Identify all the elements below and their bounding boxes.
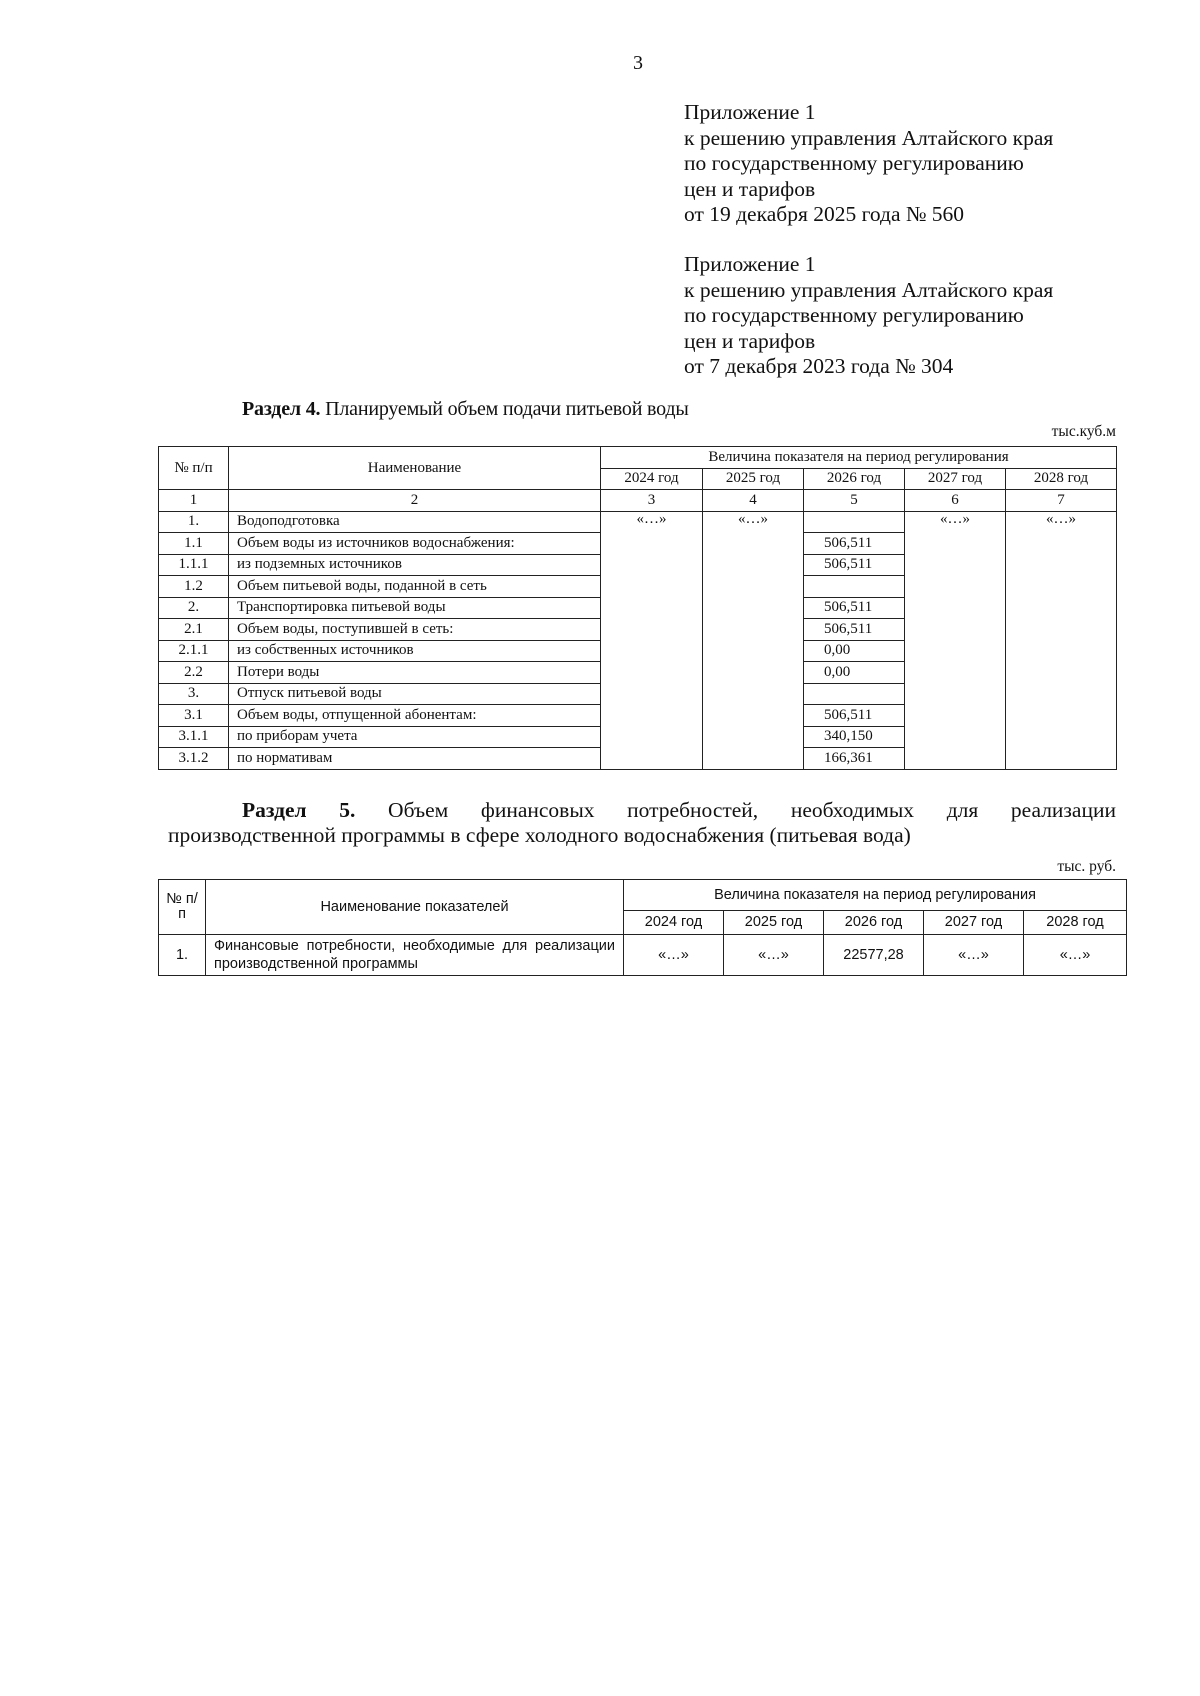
header-year: 2026 год [804,468,905,490]
placeholder-cell: «…» [703,511,804,533]
header-num: № п/п [159,880,206,935]
appendix-line: цен и тарифов [684,176,816,201]
value-2026: 506,511 [804,619,905,641]
value-cell: «…» [624,935,724,976]
appendix-line: от 19 декабря 2025 года № 560 [684,202,964,226]
header-name: Наименование [229,447,601,490]
col-number: 6 [905,490,1006,512]
row-name: Объем питьевой воды, поданной в сеть [229,576,601,598]
table-row [159,619,1117,641]
value-cell: 22577,28 [824,935,924,976]
header-year: 2024 год [601,468,703,490]
header-name: Наименование показателей [206,880,624,935]
row-name: Объем воды, отпущенной абонентам: [229,705,601,727]
section5-title-label: Раздел 5. [242,798,356,822]
row-num: 3.1 [159,705,229,727]
section4-table [158,446,1117,770]
row-name: Финансовые потребности, необходимые для реализации производственной программы [206,935,624,976]
row-num: 3.1.2 [159,748,229,770]
table-colnum-row [159,490,1117,512]
appendix-line: Приложение 1 [684,100,816,124]
value-cell: «…» [1024,935,1127,976]
row-name: Водоподготовка [229,511,601,533]
value-cell: «…» [924,935,1024,976]
table-row [159,705,1117,727]
col-number: 2 [229,490,601,512]
table-header-row [159,880,1127,911]
row-num: 2.1.1 [159,640,229,662]
value-2026: 0,00 [804,640,905,662]
row-num: 1.1 [159,533,229,555]
table-row [159,726,1117,748]
section5-table [158,879,1127,976]
section4-unit: тыс.куб.м [1051,423,1116,440]
value-2026 [804,576,905,598]
header-year: 2024 год [624,911,724,935]
placeholder-cell: «…» [601,511,703,533]
appendix-line: Приложение 1 [684,252,816,276]
col-number: 1 [159,490,229,512]
appendix-line: к решению управления Алтайского края [684,125,1054,150]
appendix-line: по государственному регулированию [684,303,1024,327]
row-name: из подземных источников [229,554,601,576]
table-row [159,533,1117,555]
section5-title [168,798,1116,848]
table-row [159,683,1117,705]
placeholder-cell: «…» [1006,511,1117,533]
header-period: Величина показателя на период регулирования [624,880,1127,911]
table-row [159,935,1127,976]
table-row [159,597,1117,619]
appendix-line: к решению управления Алтайского края [684,277,1054,302]
col-number: 5 [804,490,905,512]
row-name: по приборам учета [229,726,601,748]
col-number: 3 [601,490,703,512]
header-year: 2025 год [703,468,804,490]
appendix-line: от 7 декабря 2023 года № 304 [684,354,954,378]
section5-title-line1 [168,798,1116,823]
row-num: 1. [159,935,206,976]
value-2026: 166,361 [804,748,905,770]
table-row [159,748,1117,770]
col-number: 7 [1006,490,1117,512]
header-year: 2027 год [905,468,1006,490]
value-2026 [804,511,905,533]
row-num: 3.1.1 [159,726,229,748]
table-row [159,554,1117,576]
section5-unit: тыс. руб. [1057,858,1116,875]
row-num: 2.2 [159,662,229,684]
value-2026: 340,150 [804,726,905,748]
header-num: № п/п [159,447,229,490]
section4-title-label: Раздел 4. [242,398,321,420]
row-name: Потери воды [229,662,601,684]
row-name: из собственных источников [229,640,601,662]
row-num: 2.1 [159,619,229,641]
section5-title-line2: производственной программы в сфере холодного водоснабжения (питьевая вода) [168,823,911,847]
row-num: 3. [159,683,229,705]
page-number: 3 [633,52,643,74]
row-name: Объем воды, поступившей в сеть: [229,619,601,641]
table-row [159,640,1117,662]
appendix-header-current [684,100,1053,228]
appendix-line: по государственному регулированию [684,151,1024,175]
section4-title [242,398,689,421]
header-year: 2025 год [724,911,824,935]
table-header-row [159,447,1117,469]
row-num: 1. [159,511,229,533]
value-cell: «…» [724,935,824,976]
header-period: Величина показателя на период регулирования [601,447,1117,469]
section5-title-text: Объем финансовых потребностей, необходимых для реализации [355,798,1116,822]
table-row [159,576,1117,598]
row-num: 1.2 [159,576,229,598]
appendix-line: цен и тарифов [684,328,816,353]
header-year: 2026 год [824,911,924,935]
value-2026: 506,511 [804,533,905,555]
row-name: Объем воды из источников водоснабжения: [229,533,601,555]
value-2026 [804,683,905,705]
row-name: Отпуск питьевой воды [229,683,601,705]
value-2026: 0,00 [804,662,905,684]
header-year: 2028 год [1024,911,1127,935]
header-year: 2027 год [924,911,1024,935]
placeholder-cell: «…» [905,511,1006,533]
table-row [159,662,1117,684]
table-row [159,511,1117,533]
section4-title-text: Планируемый объем подачи питьевой воды [320,398,689,420]
row-name: Транспортировка питьевой воды [229,597,601,619]
row-num: 1.1.1 [159,554,229,576]
col-number: 4 [703,490,804,512]
header-year: 2028 год [1006,468,1117,490]
value-2026: 506,511 [804,554,905,576]
value-2026: 506,511 [804,705,905,727]
row-name: по нормативам [229,748,601,770]
row-num: 2. [159,597,229,619]
value-2026: 506,511 [804,597,905,619]
appendix-header-original [684,252,1053,380]
